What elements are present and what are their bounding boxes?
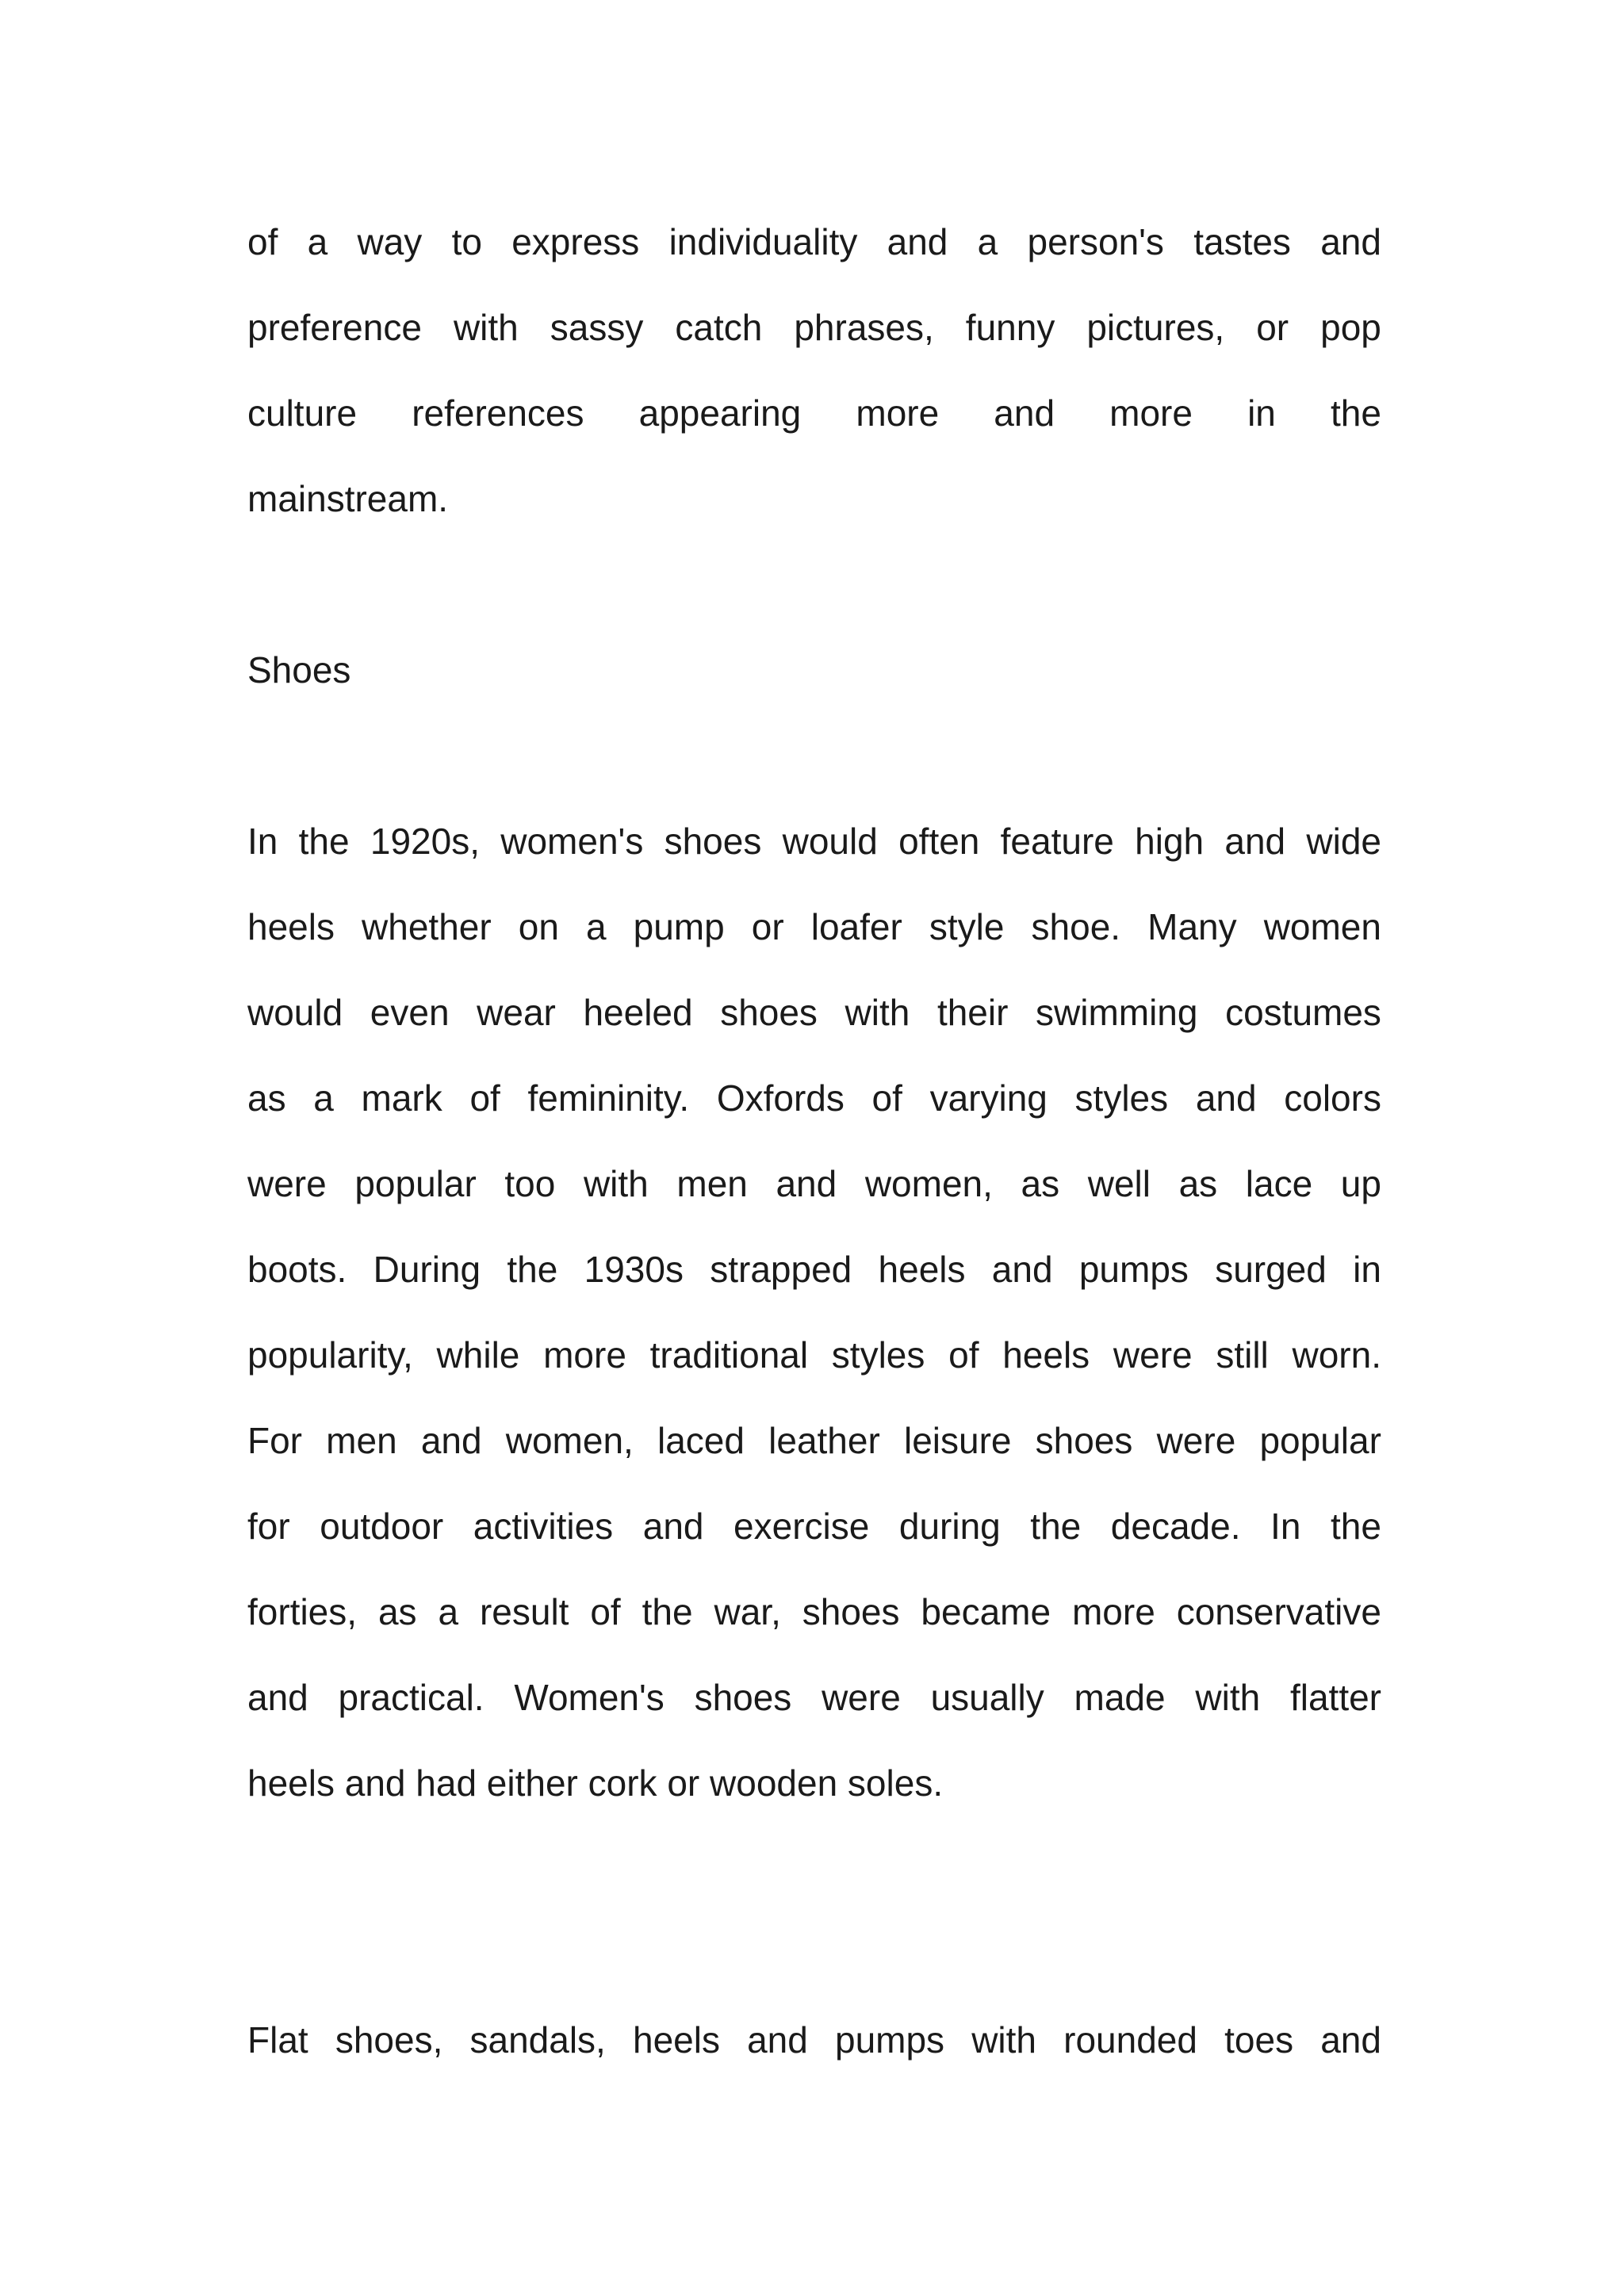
- section-heading: Shoes: [247, 649, 351, 691]
- word: high: [1135, 821, 1205, 862]
- word: Flat: [247, 2019, 308, 2061]
- word: popularity,: [247, 1334, 413, 1376]
- word: person's: [1027, 221, 1164, 262]
- word: phrases,: [794, 307, 934, 348]
- word: and: [887, 221, 948, 262]
- word: more: [1071, 1591, 1155, 1632]
- word: whether: [362, 906, 492, 947]
- word: war,: [714, 1591, 781, 1632]
- word: and: [420, 1420, 482, 1461]
- word: more: [543, 1334, 626, 1376]
- paragraph-3-line-1: [247, 2016, 1381, 2064]
- word: became: [921, 1591, 1051, 1632]
- word: and: [1320, 2019, 1381, 2061]
- word: shoes: [720, 992, 818, 1033]
- word: their: [936, 992, 1009, 1033]
- word: women,: [864, 1163, 993, 1204]
- word: a: [977, 221, 998, 262]
- paragraph-2-line-1: [247, 817, 1381, 865]
- word: and: [247, 1677, 308, 1718]
- word: style: [929, 906, 1005, 947]
- word: shoes,: [335, 2019, 443, 2061]
- word: mark: [361, 1077, 442, 1119]
- paragraph-1-line-4: mainstream.: [247, 478, 449, 519]
- word: forties,: [247, 1591, 358, 1632]
- word: and: [1320, 221, 1381, 262]
- word: worn.: [1292, 1334, 1381, 1376]
- word: and: [642, 1506, 704, 1547]
- word: heels: [878, 1249, 966, 1290]
- word: sandals,: [469, 2019, 606, 2061]
- word: leisure: [903, 1420, 1012, 1461]
- word: shoes: [1035, 1420, 1133, 1461]
- word: individuality: [668, 221, 858, 262]
- word: were: [247, 1163, 327, 1204]
- word: women's: [500, 821, 644, 862]
- word: with: [1195, 1677, 1261, 1718]
- word: tastes: [1193, 221, 1291, 262]
- word: express: [511, 221, 640, 262]
- paragraph-1-line-3: [247, 389, 1381, 437]
- word: with: [845, 992, 910, 1033]
- word: a: [438, 1591, 459, 1632]
- word: and: [994, 392, 1055, 434]
- word: of: [469, 1077, 500, 1119]
- paragraph-2-line-5: [247, 1160, 1381, 1207]
- word: traditional: [649, 1334, 809, 1376]
- word: the: [1331, 392, 1381, 434]
- word: boots.: [247, 1249, 347, 1290]
- word: with: [583, 1163, 649, 1204]
- word: In: [1270, 1506, 1301, 1547]
- word: of: [948, 1334, 979, 1376]
- word: shoes: [694, 1677, 792, 1718]
- word: would: [782, 821, 878, 862]
- word: loafer: [810, 906, 902, 947]
- word: the: [1030, 1506, 1082, 1547]
- word: the: [642, 1591, 693, 1632]
- word: laced: [657, 1420, 745, 1461]
- word: costumes: [1225, 992, 1381, 1033]
- word: for: [247, 1506, 290, 1547]
- word: of: [247, 221, 278, 262]
- word: activities: [473, 1506, 614, 1547]
- word: well: [1087, 1163, 1151, 1204]
- word: shoes: [802, 1591, 900, 1632]
- word: or: [1256, 307, 1289, 348]
- word: with: [453, 307, 519, 348]
- paragraph-2-line-6: [247, 1246, 1381, 1293]
- word: and: [1224, 821, 1286, 862]
- word: heels: [247, 906, 335, 947]
- word: practical.: [338, 1677, 485, 1718]
- word: pop: [1320, 307, 1381, 348]
- word: femininity.: [527, 1077, 690, 1119]
- word: catch: [675, 307, 763, 348]
- word: references: [412, 392, 584, 434]
- word: often: [898, 821, 980, 862]
- word: in: [1353, 1249, 1381, 1290]
- word: too: [504, 1163, 556, 1204]
- word: popular: [1259, 1420, 1381, 1461]
- word: more: [856, 392, 940, 434]
- word: Oxfords: [716, 1077, 845, 1119]
- word: flatter: [1289, 1677, 1381, 1718]
- word: women: [1263, 906, 1381, 947]
- word: of: [871, 1077, 902, 1119]
- word: usually: [930, 1677, 1044, 1718]
- word: culture: [247, 392, 358, 434]
- word: feature: [1000, 821, 1114, 862]
- word: toes: [1224, 2019, 1294, 2061]
- paragraph-1-line-1: [247, 218, 1381, 266]
- word: would: [247, 992, 343, 1033]
- word: Many: [1147, 906, 1237, 947]
- word: a: [307, 221, 328, 262]
- word: men: [676, 1163, 748, 1204]
- word: conservative: [1176, 1591, 1381, 1632]
- word: to: [451, 221, 482, 262]
- word: For: [247, 1420, 302, 1461]
- word: while: [436, 1334, 520, 1376]
- word: appearing: [638, 392, 802, 434]
- word: heels: [1002, 1334, 1090, 1376]
- word: popular: [354, 1163, 477, 1204]
- word: and: [991, 1249, 1053, 1290]
- paragraph-2-line-12: heels and had either cork or wooden soles.: [247, 1762, 944, 1804]
- word: the: [1330, 1506, 1381, 1547]
- word: 1920s,: [370, 821, 480, 862]
- word: funny: [965, 307, 1055, 348]
- word: heels: [632, 2019, 720, 2061]
- word: decade.: [1110, 1506, 1241, 1547]
- word: were: [822, 1677, 901, 1718]
- word: men: [326, 1420, 397, 1461]
- word: varying: [929, 1077, 1048, 1119]
- word: exercise: [733, 1506, 870, 1547]
- word: way: [357, 221, 423, 262]
- word: outdoor: [320, 1506, 444, 1547]
- word: leather: [768, 1420, 880, 1461]
- word: surged: [1215, 1249, 1327, 1290]
- word: rounded: [1063, 2019, 1197, 2061]
- word: In: [247, 821, 278, 862]
- word: pump: [633, 906, 725, 947]
- word: preference: [247, 307, 422, 348]
- word: as: [247, 1077, 286, 1119]
- word: pictures,: [1086, 307, 1225, 348]
- paragraph-2-line-10: [247, 1588, 1381, 1636]
- word: During: [373, 1249, 481, 1290]
- word: were: [1113, 1334, 1193, 1376]
- word: and: [747, 2019, 808, 2061]
- word: shoe.: [1031, 906, 1121, 947]
- word: in: [1247, 392, 1276, 434]
- word: even: [370, 992, 450, 1033]
- word: lace: [1245, 1163, 1313, 1204]
- word: more: [1109, 392, 1193, 434]
- paragraph-2-line-9: [247, 1502, 1381, 1550]
- word: of: [590, 1591, 621, 1632]
- word: shoes: [664, 821, 762, 862]
- word: with: [971, 2019, 1037, 2061]
- word: and: [776, 1163, 837, 1204]
- word: on: [518, 906, 559, 947]
- word: heeled: [583, 992, 693, 1033]
- paragraph-1-line-2: [247, 304, 1381, 351]
- word: were: [1156, 1420, 1236, 1461]
- word: swimming: [1036, 992, 1198, 1033]
- word: colors: [1284, 1077, 1381, 1119]
- paragraph-2-line-7: [247, 1331, 1381, 1379]
- word: the: [298, 821, 350, 862]
- word: Women's: [514, 1677, 665, 1718]
- word: as: [1021, 1163, 1060, 1204]
- word: a: [585, 906, 607, 947]
- paragraph-2-line-3: [247, 989, 1381, 1036]
- word: women,: [505, 1420, 634, 1461]
- word: and: [1195, 1077, 1257, 1119]
- word: during: [898, 1506, 1001, 1547]
- word: the: [507, 1249, 558, 1290]
- paragraph-2-line-4: [247, 1074, 1381, 1122]
- word: strapped: [710, 1249, 852, 1290]
- word: styles: [831, 1334, 925, 1376]
- paragraph-2-line-11: [247, 1674, 1381, 1721]
- paragraph-2-line-2: [247, 903, 1381, 951]
- word: wear: [477, 992, 556, 1033]
- word: still: [1216, 1334, 1269, 1376]
- word: pumps: [1078, 1249, 1189, 1290]
- word: sassy: [550, 307, 644, 348]
- word: up: [1340, 1163, 1381, 1204]
- word: a: [313, 1077, 334, 1119]
- word: styles: [1074, 1077, 1169, 1119]
- word: made: [1074, 1677, 1166, 1718]
- word: pumps: [834, 2019, 945, 2061]
- word: as: [1178, 1163, 1218, 1204]
- word: wide: [1306, 821, 1381, 862]
- word: result: [479, 1591, 569, 1632]
- paragraph-2-line-8: [247, 1417, 1381, 1464]
- word: 1930s: [584, 1249, 684, 1290]
- word: or: [751, 906, 784, 947]
- word: as: [377, 1591, 417, 1632]
